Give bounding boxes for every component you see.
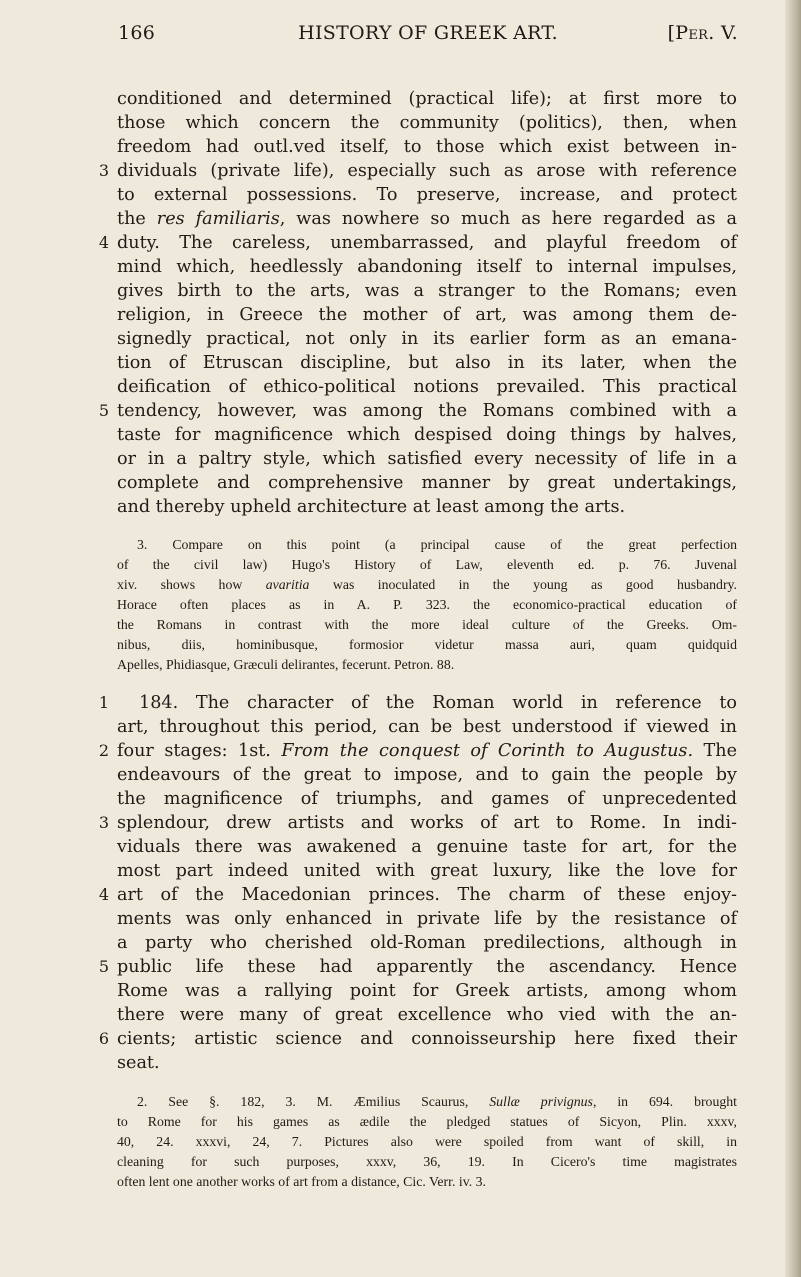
text-line: gives birth to the arts, was a stranger to the Romans; even xyxy=(117,281,737,301)
text-line: and thereby upheld architecture at least among the arts. xyxy=(117,497,626,517)
margin-number: 4 xyxy=(98,233,110,252)
running-title: HISTORY OF GREEK ART. xyxy=(298,22,558,44)
text-line: signedly practical, not only in its earlier form as an emana- xyxy=(117,329,737,349)
margin-number: 3 xyxy=(98,161,110,180)
note-line: nibus, diis, hominibusque, formosior videtur massa auri, quam quidquid xyxy=(117,637,737,652)
margin-number: 5 xyxy=(98,401,110,420)
text-line: four stages: 1st. From the conquest of Corinth to Augustus. The xyxy=(117,741,737,761)
text-line: 184. The character of the Roman world in reference to xyxy=(139,693,737,713)
margin-number: 5 xyxy=(98,957,110,976)
margin-number: 3 xyxy=(98,813,110,832)
note-line: often lent one another works of art from a distance, Cic. Verr. iv. 3. xyxy=(117,1174,486,1189)
italic-text: From the conquest of Corinth to Augustus. xyxy=(281,741,694,761)
note-line: 3. Compare on this point (a principal cause of the great perfection xyxy=(137,537,737,552)
text-line: endeavours of the great to impose, and to gain the people by xyxy=(117,765,737,785)
text-line: or in a paltry style, which satisfied every necessity of life in a xyxy=(117,449,737,469)
text-line: the res familiaris, was nowhere so much as here regarded as a xyxy=(117,209,737,229)
text-line: deification of ethico-political notions prevailed. This practical xyxy=(117,377,737,397)
text-line: most part indeed united with great luxury, like the love for xyxy=(117,861,737,881)
text-line: cients; artistic science and connoisseurship here fixed their xyxy=(117,1029,737,1049)
text-line: the magnificence of triumphs, and games of unprecedented xyxy=(117,789,737,809)
section-marker: [Per. V. xyxy=(667,22,738,44)
text-line: art of the Macedonian princes. The charm of these enjoy- xyxy=(117,885,737,905)
note-line: Horace often places as in A. P. 323. the economico-practical education of xyxy=(117,597,737,612)
text-line: taste for magnificence which despised doing things by halves, xyxy=(117,425,737,445)
note-line: of the civil law) Hugo's History of Law, eleventh ed. p. 76. Juvenal xyxy=(117,557,737,572)
note-line: 2. See §. 182, 3. M. Æmilius Scaurus, Sullæ privignus, in 694. brought xyxy=(137,1094,737,1109)
note-line: Apelles, Phidiasque, Græculi delirantes, fecerunt. Petron. 88. xyxy=(117,657,455,672)
text-line: splendour, drew artists and works of art to Rome. In indi- xyxy=(117,813,737,833)
text-line: freedom had outl.ved itself, to those which exist between in- xyxy=(117,137,737,157)
italic-text: avaritia xyxy=(265,577,310,592)
page-number: 166 xyxy=(118,22,156,44)
margin-number: 6 xyxy=(98,1029,110,1048)
text-line: art, throughout this period, can be best understood if viewed in xyxy=(117,717,737,737)
text-line: a party who cherished old-Roman predilections, although in xyxy=(117,933,737,953)
margin-number: 4 xyxy=(98,885,110,904)
margin-number: 1 xyxy=(98,693,110,712)
text-line: those which concern the community (politics), then, when xyxy=(117,113,737,133)
text-line: to external possessions. To preserve, increase, and protect xyxy=(117,185,737,205)
text-line: there were many of great excellence who vied with the an- xyxy=(117,1005,737,1025)
running-header xyxy=(118,22,738,52)
note-line: cleaning for such purposes, xxxv, 36, 19. In Cicero's time magistrates xyxy=(117,1154,737,1169)
text-line: complete and comprehensive manner by great undertakings, xyxy=(117,473,737,493)
note-line: xiv. shows how avaritia was inoculated in the young as good husbandry. xyxy=(117,577,737,592)
margin-number: 2 xyxy=(98,741,110,760)
text-line: duty. The careless, unembarrassed, and playful freedom of xyxy=(117,233,737,253)
text-line: Rome was a rallying point for Greek artists, among whom xyxy=(117,981,737,1001)
note-line: to Rome for his games as ædile the pledged statues of Sicyon, Plin. xxxv, xyxy=(117,1114,737,1129)
text-line: tendency, however, was among the Romans combined with a xyxy=(117,401,737,421)
text-line: seat. xyxy=(117,1053,160,1073)
text-line: mind which, heedlessly abandoning itself to internal impulses, xyxy=(117,257,737,277)
text-line: religion, in Greece the mother of art, was among them de- xyxy=(117,305,737,325)
page-edge-shadow xyxy=(785,0,801,1277)
text-line: ments was only enhanced in private life by the resistance of xyxy=(117,909,737,929)
text-line: dividuals (private life), especially such as arose with reference xyxy=(117,161,737,181)
italic-text: Sullæ privignus xyxy=(489,1094,593,1109)
text-line: tion of Etruscan discipline, but also in its later, when the xyxy=(117,353,737,373)
note-line: 40, 24. xxxvi, 24, 7. Pictures also were spoiled from want of skill, in xyxy=(117,1134,737,1149)
text-line: viduals there was awakened a genuine taste for art, for the xyxy=(117,837,737,857)
note-line: the Romans in contrast with the more ideal culture of the Greeks. Om- xyxy=(117,617,737,632)
italic-text: res familiaris xyxy=(156,209,280,229)
text-line: conditioned and determined (practical life); at first more to xyxy=(117,89,737,109)
text-line: public life these had apparently the ascendancy. Hence xyxy=(117,957,737,977)
